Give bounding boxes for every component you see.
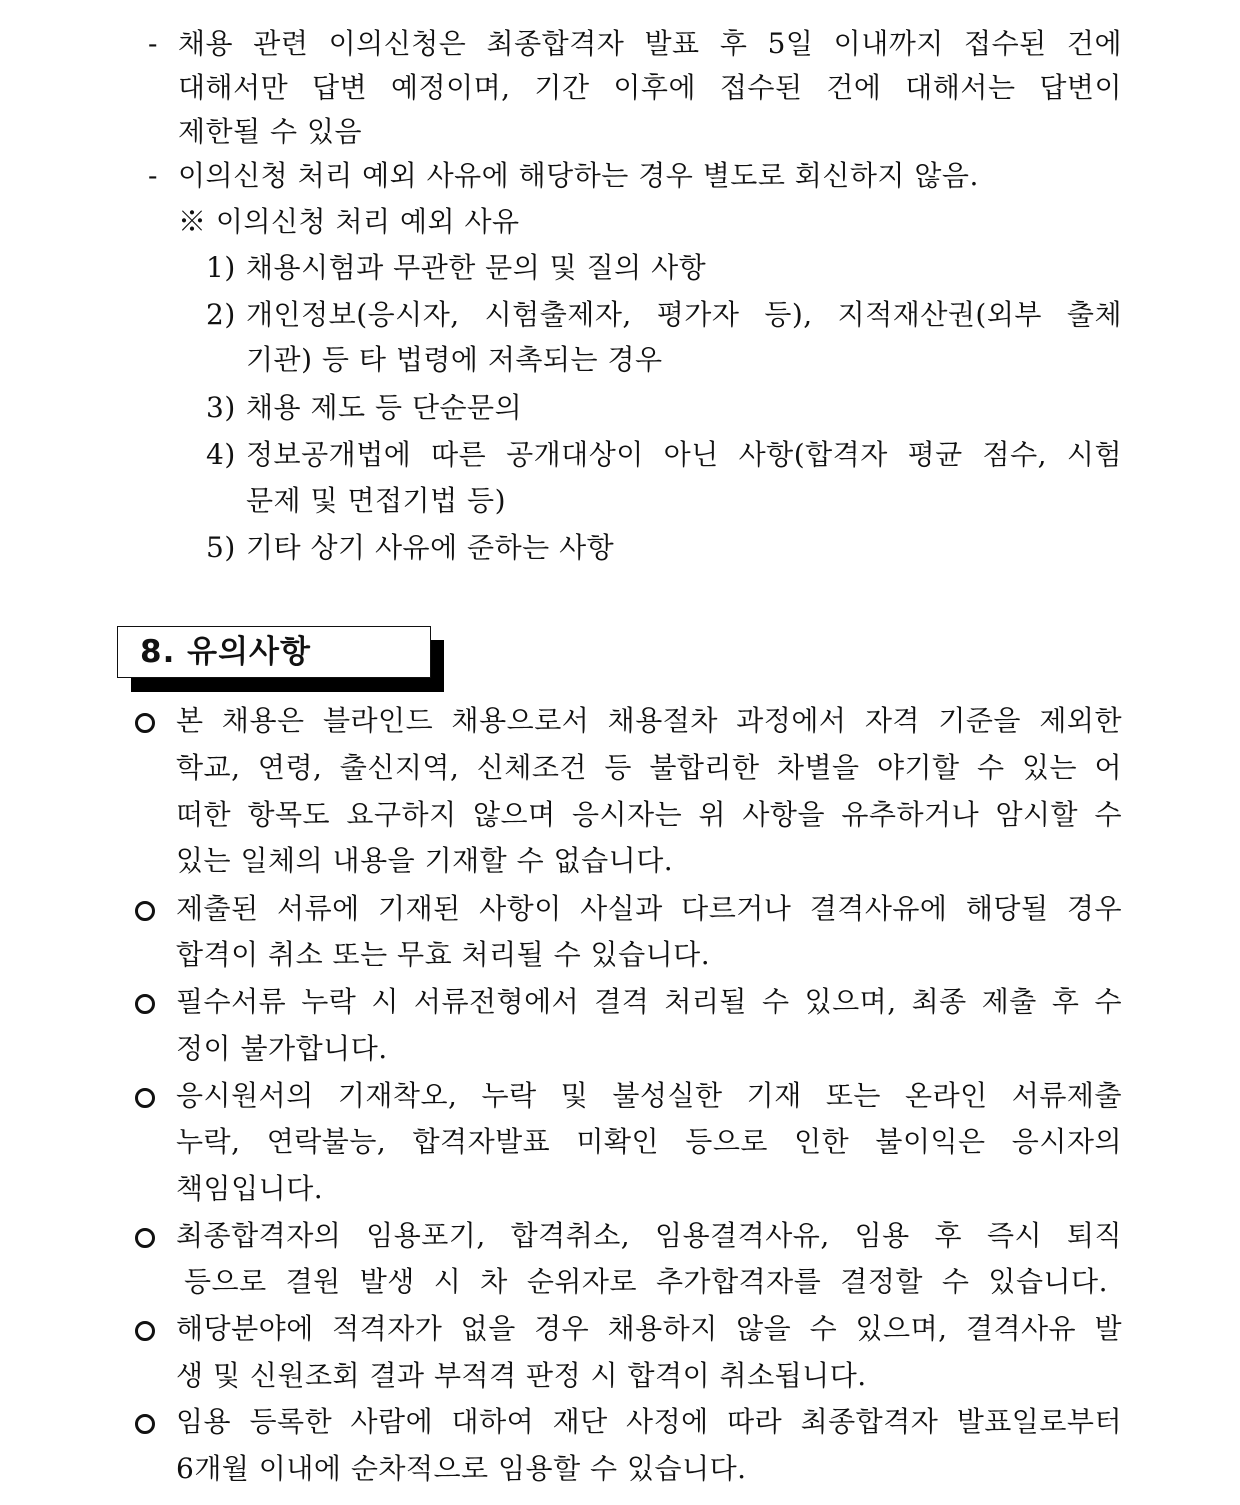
exception-number: 5) [206, 531, 236, 564]
exception-item-3: 채용 제도 등 단순문의 [246, 391, 523, 424]
circle-bullet-icon [135, 1414, 155, 1434]
exception-number: 2) [206, 298, 236, 331]
note-2-line1: 제출된 서류에 기재된 사항이 사실과 다르거나 결격사유에 해당될 경우 [176, 892, 1122, 925]
note-4-line1: 응시원서의 기재착오, 누락 및 불성실한 기재 또는 온라인 서류제출 [176, 1079, 1122, 1112]
exception-item-4-line2: 문제 및 면접기법 등) [246, 484, 507, 517]
note-3-line1: 필수서류 누락 시 서류전형에서 결격 처리될 수 있으며, 최종 제출 후 수 [176, 985, 1122, 1018]
note-3-line2: 정이 불가합니다. [176, 1032, 388, 1065]
dash-marker: - [148, 159, 158, 192]
exception-number: 4) [206, 438, 236, 471]
note-7-line2: 6개월 이내에 순차적으로 임용할 수 있습니다. [176, 1452, 747, 1485]
appeal-bullet1-line1: 채용 관련 이의신청은 최종합격자 발표 후 5일 이내까지 접수된 건에 [178, 27, 1122, 60]
note-6-line2: 생 및 신원조회 결과 부적격 판정 시 합격이 취소됩니다. [176, 1359, 867, 1392]
note-1-line3: 떠한 항목도 요구하지 않으며 응시자는 위 사항을 유추하거나 암시할 수 [176, 798, 1122, 831]
note-5-line2: 등으로 결원 발생 시 차 순위자로 추가합격자를 결정할 수 있습니다. [184, 1265, 1108, 1298]
note-1-line2: 학교, 연령, 출신지역, 신체조건 등 불합리한 차별을 야기할 수 있는 어 [176, 751, 1122, 784]
note-4-line3: 책임입니다. [176, 1172, 324, 1205]
circle-bullet-icon [135, 713, 155, 733]
circle-bullet-icon [135, 1321, 155, 1341]
appeal-bullet2: 이의신청 처리 예외 사유에 해당하는 경우 별도로 회신하지 않음. [178, 159, 979, 192]
circle-bullet-icon [135, 1088, 155, 1108]
appeal-bullet1-line3: 제한될 수 있음 [178, 115, 363, 148]
dash-marker: - [148, 27, 158, 60]
section-title: 8. 유의사항 [140, 634, 311, 670]
note-2-line2: 합격이 취소 또는 무효 처리될 수 있습니다. [176, 938, 711, 971]
circle-bullet-icon [135, 1228, 155, 1248]
appeal-bullet1-line2: 대해서만 답변 예정이며, 기간 이후에 접수된 건에 대해서는 답변이 [178, 71, 1122, 104]
note-1-line1: 본 채용은 블라인드 채용으로서 채용절차 과정에서 자격 기준을 제외한 [176, 704, 1122, 737]
note-5-line1: 최종합격자의 임용포기, 합격취소, 임용결격사유, 임용 후 즉시 퇴직 [176, 1219, 1122, 1252]
exception-item-2-line2: 기관) 등 타 법령에 저촉되는 경우 [246, 343, 663, 376]
exception-number: 1) [206, 251, 236, 284]
note-1-line4: 있는 일체의 내용을 기재할 수 없습니다. [176, 844, 674, 877]
note-4-line2: 누락, 연락불능, 합격자발표 미확인 등으로 인한 불이익은 응시자의 [176, 1125, 1122, 1158]
exception-item-4-line1: 정보공개법에 따른 공개대상이 아닌 사항(합격자 평균 점수, 시험 [246, 438, 1122, 471]
exception-item-5: 기타 상기 사유에 준하는 사항 [246, 531, 615, 564]
exception-item-2-line1: 개인정보(응시자, 시험출제자, 평가자 등), 지적재산권(외부 출체 [246, 298, 1122, 331]
circle-bullet-icon [135, 901, 155, 921]
exception-item-1: 채용시험과 무관한 문의 및 질의 사항 [246, 251, 707, 284]
exception-number: 3) [206, 391, 236, 424]
note-6-line1: 해당분야에 적격자가 없을 경우 채용하지 않을 수 있으며, 결격사유 발 [176, 1312, 1122, 1345]
circle-bullet-icon [135, 994, 155, 1014]
exceptions-heading: ※ 이의신청 처리 예외 사유 [178, 205, 520, 238]
note-7-line1: 임용 등록한 사람에 대하여 재단 사정에 따라 최종합격자 발표일로부터 [176, 1405, 1122, 1438]
